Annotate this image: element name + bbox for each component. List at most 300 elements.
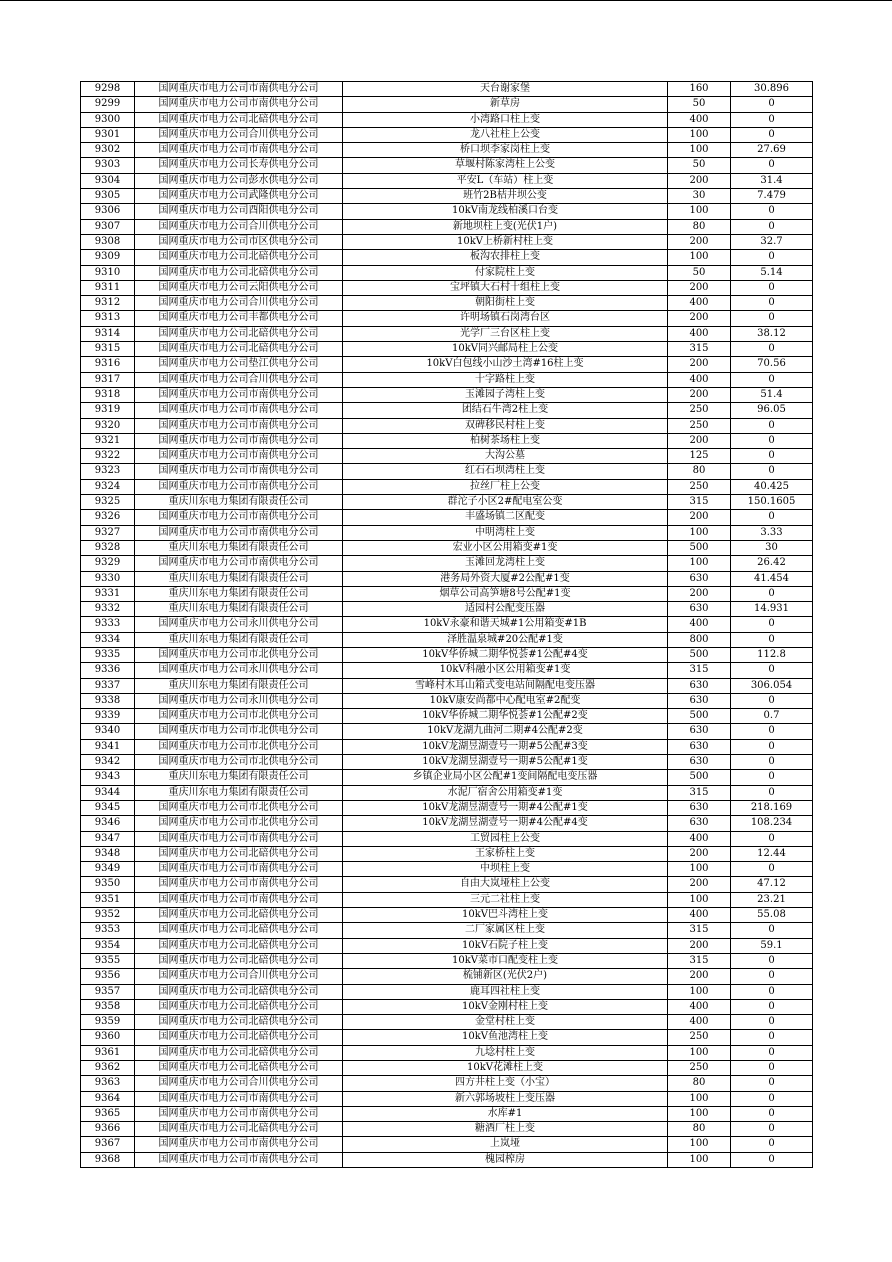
station-name-cell: 泽胜温泉城#20公配#1变 xyxy=(343,632,668,647)
table-row xyxy=(81,234,813,249)
company-cell: 重庆川东电力集团有限责任公司 xyxy=(135,571,343,586)
table-row xyxy=(81,1045,813,1060)
value-cell: 0 xyxy=(731,158,813,173)
company-cell: 国网重庆市电力公司永川供电分公司 xyxy=(135,663,343,678)
row-index-cell: 9302 xyxy=(81,143,135,158)
capacity-cell: 630 xyxy=(668,739,731,754)
capacity-cell: 400 xyxy=(668,831,731,846)
company-cell: 国网重庆市电力公司市南供电分公司 xyxy=(135,479,343,494)
table-row xyxy=(81,892,813,907)
value-cell: 0 xyxy=(731,418,813,433)
value-cell: 112.8 xyxy=(731,647,813,662)
capacity-cell: 200 xyxy=(668,510,731,525)
row-index-cell: 9314 xyxy=(81,326,135,341)
capacity-cell: 250 xyxy=(668,1030,731,1045)
company-cell: 国网重庆市电力公司市南供电分公司 xyxy=(135,877,343,892)
station-name-cell: 班竹2B桔井坝公变 xyxy=(343,189,668,204)
value-cell: 12.44 xyxy=(731,846,813,861)
station-name-cell: 柏树茶场柱上变 xyxy=(343,433,668,448)
table-row xyxy=(81,525,813,540)
company-cell: 国网重庆市电力公司永川供电分公司 xyxy=(135,617,343,632)
value-cell: 7.479 xyxy=(731,189,813,204)
value-cell: 47.12 xyxy=(731,877,813,892)
value-cell: 0 xyxy=(731,342,813,357)
value-cell: 41.454 xyxy=(731,571,813,586)
station-name-cell: 10kV永豪和谐天城#1公用箱变#1B xyxy=(343,617,668,632)
table-row xyxy=(81,800,813,815)
value-cell: 40.425 xyxy=(731,479,813,494)
company-cell: 国网重庆市电力公司合川供电分公司 xyxy=(135,296,343,311)
station-name-cell: 宏业小区公用箱变#1变 xyxy=(343,540,668,555)
capacity-cell: 630 xyxy=(668,678,731,693)
row-index-cell: 9323 xyxy=(81,464,135,479)
company-cell: 国网重庆市电力公司市南供电分公司 xyxy=(135,464,343,479)
station-name-cell: 朝阳街柱上变 xyxy=(343,296,668,311)
station-name-cell: 草堰村陈家湾柱上公变 xyxy=(343,158,668,173)
row-index-cell: 9328 xyxy=(81,540,135,555)
value-cell: 0 xyxy=(731,219,813,234)
row-index-cell: 9324 xyxy=(81,479,135,494)
row-index-cell: 9322 xyxy=(81,449,135,464)
capacity-cell: 630 xyxy=(668,693,731,708)
capacity-cell: 200 xyxy=(668,586,731,601)
capacity-cell: 80 xyxy=(668,464,731,479)
table-row xyxy=(81,755,813,770)
company-cell: 国网重庆市电力公司市南供电分公司 xyxy=(135,418,343,433)
row-index-cell: 9342 xyxy=(81,755,135,770)
row-index-cell: 9333 xyxy=(81,617,135,632)
station-name-cell: 10kV龙湖九曲河二期#4公配#2变 xyxy=(343,724,668,739)
company-cell: 国网重庆市电力公司市南供电分公司 xyxy=(135,387,343,402)
capacity-cell: 200 xyxy=(668,173,731,188)
company-cell: 国网重庆市电力公司市南供电分公司 xyxy=(135,1106,343,1121)
value-cell: 0 xyxy=(731,953,813,968)
row-index-cell: 9356 xyxy=(81,969,135,984)
capacity-cell: 315 xyxy=(668,342,731,357)
value-cell: 27.69 xyxy=(731,143,813,158)
table-row xyxy=(81,510,813,525)
table-row xyxy=(81,158,813,173)
capacity-cell: 100 xyxy=(668,984,731,999)
station-name-cell: 雪峰村木耳山箱式变电站间隔配电变压器 xyxy=(343,678,668,693)
capacity-cell: 80 xyxy=(668,1122,731,1137)
company-cell: 重庆川东电力集团有限责任公司 xyxy=(135,632,343,647)
transformer-table xyxy=(80,81,813,1168)
value-cell: 0 xyxy=(731,617,813,632)
table-row xyxy=(81,1076,813,1091)
row-index-cell: 9365 xyxy=(81,1106,135,1121)
company-cell: 国网重庆市电力公司长寿供电分公司 xyxy=(135,158,343,173)
row-index-cell: 9368 xyxy=(81,1152,135,1167)
company-cell: 国网重庆市电力公司北碚供电分公司 xyxy=(135,923,343,938)
capacity-cell: 400 xyxy=(668,372,731,387)
table-row xyxy=(81,938,813,953)
capacity-cell: 630 xyxy=(668,755,731,770)
capacity-cell: 500 xyxy=(668,647,731,662)
value-cell: 0.7 xyxy=(731,709,813,724)
station-name-cell: 10kV龙湖昱湖壹号一期#5公配#1变 xyxy=(343,755,668,770)
station-name-cell: 10kV康安尚都中心配电室#2配变 xyxy=(343,693,668,708)
company-cell: 国网重庆市电力公司永川供电分公司 xyxy=(135,693,343,708)
table-row xyxy=(81,877,813,892)
row-index-cell: 9329 xyxy=(81,556,135,571)
capacity-cell: 80 xyxy=(668,1076,731,1091)
value-cell: 96.05 xyxy=(731,403,813,418)
value-cell: 0 xyxy=(731,755,813,770)
value-cell: 0 xyxy=(731,831,813,846)
capacity-cell: 200 xyxy=(668,846,731,861)
value-cell: 0 xyxy=(731,999,813,1014)
table-row xyxy=(81,112,813,127)
value-cell: 0 xyxy=(731,1152,813,1167)
table-row xyxy=(81,862,813,877)
value-cell: 0 xyxy=(731,1137,813,1152)
row-index-cell: 9332 xyxy=(81,602,135,617)
company-cell: 国网重庆市电力公司市南供电分公司 xyxy=(135,525,343,540)
table-row xyxy=(81,709,813,724)
row-index-cell: 9298 xyxy=(81,82,135,97)
page-top-rule xyxy=(0,0,892,1)
station-name-cell: 玉滩回龙湾柱上变 xyxy=(343,556,668,571)
value-cell: 0 xyxy=(731,433,813,448)
row-index-cell: 9319 xyxy=(81,403,135,418)
company-cell: 国网重庆市电力公司云阳供电分公司 xyxy=(135,280,343,295)
row-index-cell: 9349 xyxy=(81,862,135,877)
table-row xyxy=(81,449,813,464)
value-cell: 0 xyxy=(731,112,813,127)
station-name-cell: 新地坝柱上变(光伏1户) xyxy=(343,219,668,234)
station-name-cell: 10kV巴斗湾柱上变 xyxy=(343,908,668,923)
station-name-cell: 金堂村柱上变 xyxy=(343,1015,668,1030)
capacity-cell: 500 xyxy=(668,770,731,785)
row-index-cell: 9337 xyxy=(81,678,135,693)
station-name-cell: 小湾路口柱上变 xyxy=(343,112,668,127)
station-name-cell: 桥口坝李家岗柱上变 xyxy=(343,143,668,158)
company-cell: 国网重庆市电力公司市南供电分公司 xyxy=(135,1137,343,1152)
value-cell: 108.234 xyxy=(731,816,813,831)
capacity-cell: 315 xyxy=(668,495,731,510)
table-row xyxy=(81,342,813,357)
table-row xyxy=(81,479,813,494)
company-cell: 国网重庆市电力公司合川供电分公司 xyxy=(135,219,343,234)
row-index-cell: 9360 xyxy=(81,1030,135,1045)
row-index-cell: 9310 xyxy=(81,265,135,280)
value-cell: 55.08 xyxy=(731,908,813,923)
row-index-cell: 9348 xyxy=(81,846,135,861)
company-cell: 国网重庆市电力公司市南供电分公司 xyxy=(135,82,343,97)
row-index-cell: 9338 xyxy=(81,693,135,708)
capacity-cell: 200 xyxy=(668,357,731,372)
row-index-cell: 9355 xyxy=(81,953,135,968)
value-cell: 32.7 xyxy=(731,234,813,249)
station-name-cell: 10kV白包线小山沙土湾#16柱上变 xyxy=(343,357,668,372)
station-name-cell: 九埝村柱上变 xyxy=(343,1045,668,1060)
value-cell: 0 xyxy=(731,1015,813,1030)
row-index-cell: 9345 xyxy=(81,800,135,815)
row-index-cell: 9318 xyxy=(81,387,135,402)
station-name-cell: 平安L（车站）柱上变 xyxy=(343,173,668,188)
row-index-cell: 9309 xyxy=(81,250,135,265)
capacity-cell: 30 xyxy=(668,189,731,204)
company-cell: 重庆川东电力集团有限责任公司 xyxy=(135,602,343,617)
row-index-cell: 9351 xyxy=(81,892,135,907)
capacity-cell: 800 xyxy=(668,632,731,647)
capacity-cell: 100 xyxy=(668,1091,731,1106)
table-row xyxy=(81,999,813,1014)
value-cell: 0 xyxy=(731,724,813,739)
station-name-cell: 中明湾柱上变 xyxy=(343,525,668,540)
capacity-cell: 100 xyxy=(668,525,731,540)
table-row xyxy=(81,969,813,984)
company-cell: 国网重庆市电力公司市北供电分公司 xyxy=(135,724,343,739)
value-cell: 0 xyxy=(731,862,813,877)
table-row xyxy=(81,908,813,923)
capacity-cell: 200 xyxy=(668,938,731,953)
capacity-cell: 400 xyxy=(668,617,731,632)
station-name-cell: 团结石牛湾2柱上变 xyxy=(343,403,668,418)
capacity-cell: 315 xyxy=(668,785,731,800)
station-name-cell: 王家桥柱上变 xyxy=(343,846,668,861)
value-cell: 30 xyxy=(731,540,813,555)
station-name-cell: 工贸园柱上公变 xyxy=(343,831,668,846)
company-cell: 重庆川东电力集团有限责任公司 xyxy=(135,540,343,555)
station-name-cell: 龙八社柱上公变 xyxy=(343,127,668,142)
value-cell: 38.12 xyxy=(731,326,813,341)
row-index-cell: 9346 xyxy=(81,816,135,831)
row-index-cell: 9305 xyxy=(81,189,135,204)
station-name-cell: 梳铺新区(光伏2户) xyxy=(343,969,668,984)
capacity-cell: 160 xyxy=(668,82,731,97)
company-cell: 重庆川东电力集团有限责任公司 xyxy=(135,495,343,510)
value-cell: 51.4 xyxy=(731,387,813,402)
value-cell: 0 xyxy=(731,510,813,525)
row-index-cell: 9347 xyxy=(81,831,135,846)
value-cell: 0 xyxy=(731,97,813,112)
table-row xyxy=(81,1106,813,1121)
capacity-cell: 200 xyxy=(668,969,731,984)
capacity-cell: 315 xyxy=(668,953,731,968)
company-cell: 国网重庆市电力公司北碚供电分公司 xyxy=(135,1122,343,1137)
table-row xyxy=(81,770,813,785)
value-cell: 70.56 xyxy=(731,357,813,372)
value-cell: 0 xyxy=(731,770,813,785)
station-name-cell: 红石石坝湾柱上变 xyxy=(343,464,668,479)
capacity-cell: 400 xyxy=(668,326,731,341)
table-body xyxy=(81,82,813,1168)
station-name-cell: 10kV龙湖昱湖壹号一期#4公配#1变 xyxy=(343,800,668,815)
station-name-cell: 10kV石院子柱上变 xyxy=(343,938,668,953)
table-row xyxy=(81,540,813,555)
station-name-cell: 光学厂三台区柱上变 xyxy=(343,326,668,341)
value-cell: 0 xyxy=(731,1030,813,1045)
capacity-cell: 100 xyxy=(668,1137,731,1152)
table-row xyxy=(81,265,813,280)
station-name-cell: 10kV花滩柱上变 xyxy=(343,1061,668,1076)
row-index-cell: 9320 xyxy=(81,418,135,433)
value-cell: 0 xyxy=(731,632,813,647)
value-cell: 0 xyxy=(731,296,813,311)
capacity-cell: 200 xyxy=(668,234,731,249)
station-name-cell: 槐园榨房 xyxy=(343,1152,668,1167)
capacity-cell: 400 xyxy=(668,908,731,923)
capacity-cell: 100 xyxy=(668,862,731,877)
table-row xyxy=(81,693,813,708)
company-cell: 国网重庆市电力公司市南供电分公司 xyxy=(135,556,343,571)
table-row xyxy=(81,663,813,678)
table-row xyxy=(81,846,813,861)
company-cell: 国网重庆市电力公司市南供电分公司 xyxy=(135,1091,343,1106)
company-cell: 国网重庆市电力公司北碚供电分公司 xyxy=(135,938,343,953)
company-cell: 国网重庆市电力公司垫江供电分公司 xyxy=(135,357,343,372)
capacity-cell: 630 xyxy=(668,724,731,739)
row-index-cell: 9306 xyxy=(81,204,135,219)
row-index-cell: 9301 xyxy=(81,127,135,142)
value-cell: 0 xyxy=(731,586,813,601)
table-row xyxy=(81,816,813,831)
table-row xyxy=(81,678,813,693)
station-name-cell: 新草房 xyxy=(343,97,668,112)
station-name-cell: 丰盛场镇二区配变 xyxy=(343,510,668,525)
company-cell: 国网重庆市电力公司市南供电分公司 xyxy=(135,403,343,418)
table-row xyxy=(81,311,813,326)
value-cell: 0 xyxy=(731,739,813,754)
company-cell: 国网重庆市电力公司北碚供电分公司 xyxy=(135,342,343,357)
table-row xyxy=(81,1091,813,1106)
row-index-cell: 9334 xyxy=(81,632,135,647)
row-index-cell: 9315 xyxy=(81,342,135,357)
row-index-cell: 9352 xyxy=(81,908,135,923)
table-row xyxy=(81,326,813,341)
value-cell: 26.42 xyxy=(731,556,813,571)
station-name-cell: 10kV科融小区公用箱变#1变 xyxy=(343,663,668,678)
company-cell: 国网重庆市电力公司彭水供电分公司 xyxy=(135,173,343,188)
row-index-cell: 9317 xyxy=(81,372,135,387)
row-index-cell: 9358 xyxy=(81,999,135,1014)
row-index-cell: 9312 xyxy=(81,296,135,311)
station-name-cell: 上岚垭 xyxy=(343,1137,668,1152)
value-cell: 31.4 xyxy=(731,173,813,188)
capacity-cell: 50 xyxy=(668,265,731,280)
station-name-cell: 自由大岚垭柱上公变 xyxy=(343,877,668,892)
table-row xyxy=(81,984,813,999)
table-row xyxy=(81,647,813,662)
value-cell: 0 xyxy=(731,984,813,999)
company-cell: 国网重庆市电力公司市南供电分公司 xyxy=(135,97,343,112)
capacity-cell: 400 xyxy=(668,1015,731,1030)
station-name-cell: 10kV龙湖昱湖壹号一期#5公配#3变 xyxy=(343,739,668,754)
company-cell: 国网重庆市电力公司市北供电分公司 xyxy=(135,739,343,754)
capacity-cell: 200 xyxy=(668,311,731,326)
station-name-cell: 天台谢家堡 xyxy=(343,82,668,97)
table-row xyxy=(81,953,813,968)
capacity-cell: 315 xyxy=(668,663,731,678)
table-row xyxy=(81,739,813,754)
company-cell: 国网重庆市电力公司市北供电分公司 xyxy=(135,800,343,815)
row-index-cell: 9364 xyxy=(81,1091,135,1106)
value-cell: 0 xyxy=(731,449,813,464)
company-cell: 国网重庆市电力公司市北供电分公司 xyxy=(135,709,343,724)
table-row xyxy=(81,372,813,387)
capacity-cell: 250 xyxy=(668,1061,731,1076)
value-cell: 150.1605 xyxy=(731,495,813,510)
capacity-cell: 100 xyxy=(668,143,731,158)
row-index-cell: 9350 xyxy=(81,877,135,892)
row-index-cell: 9340 xyxy=(81,724,135,739)
station-name-cell: 大沟公墓 xyxy=(343,449,668,464)
capacity-cell: 100 xyxy=(668,1106,731,1121)
station-name-cell: 四方井柱上变（小宝） xyxy=(343,1076,668,1091)
row-index-cell: 9316 xyxy=(81,357,135,372)
table-row xyxy=(81,97,813,112)
company-cell: 国网重庆市电力公司合川供电分公司 xyxy=(135,127,343,142)
capacity-cell: 400 xyxy=(668,296,731,311)
company-cell: 国网重庆市电力公司市南供电分公司 xyxy=(135,831,343,846)
station-name-cell: 烟草公司高笋塘8号公配#1变 xyxy=(343,586,668,601)
station-name-cell: 中坝柱上变 xyxy=(343,862,668,877)
capacity-cell: 200 xyxy=(668,433,731,448)
row-index-cell: 9331 xyxy=(81,586,135,601)
value-cell: 0 xyxy=(731,280,813,295)
table-row xyxy=(81,464,813,479)
capacity-cell: 100 xyxy=(668,1152,731,1167)
capacity-cell: 50 xyxy=(668,97,731,112)
company-cell: 国网重庆市电力公司市区供电分公司 xyxy=(135,234,343,249)
value-cell: 0 xyxy=(731,464,813,479)
table-row xyxy=(81,143,813,158)
station-name-cell: 乡镇企业局小区公配#1变间隔配电变压器 xyxy=(343,770,668,785)
company-cell: 国网重庆市电力公司北碚供电分公司 xyxy=(135,953,343,968)
table-row xyxy=(81,495,813,510)
station-name-cell: 十字路柱上变 xyxy=(343,372,668,387)
company-cell: 国网重庆市电力公司丰都供电分公司 xyxy=(135,311,343,326)
row-index-cell: 9367 xyxy=(81,1137,135,1152)
station-name-cell: 付家院柱上变 xyxy=(343,265,668,280)
station-name-cell: 糖酒厂柱上变 xyxy=(343,1122,668,1137)
capacity-cell: 630 xyxy=(668,571,731,586)
row-index-cell: 9321 xyxy=(81,433,135,448)
row-index-cell: 9299 xyxy=(81,97,135,112)
row-index-cell: 9311 xyxy=(81,280,135,295)
company-cell: 国网重庆市电力公司市南供电分公司 xyxy=(135,433,343,448)
row-index-cell: 9330 xyxy=(81,571,135,586)
row-index-cell: 9300 xyxy=(81,112,135,127)
row-index-cell: 9326 xyxy=(81,510,135,525)
table-row xyxy=(81,556,813,571)
table-row xyxy=(81,280,813,295)
table-row xyxy=(81,1030,813,1045)
capacity-cell: 100 xyxy=(668,1045,731,1060)
table-row xyxy=(81,1137,813,1152)
company-cell: 国网重庆市电力公司市南供电分公司 xyxy=(135,892,343,907)
station-name-cell: 许明场镇石岗湾台区 xyxy=(343,311,668,326)
capacity-cell: 630 xyxy=(668,816,731,831)
station-name-cell: 鹿耳四社柱上变 xyxy=(343,984,668,999)
company-cell: 国网重庆市电力公司北碚供电分公司 xyxy=(135,112,343,127)
value-cell: 0 xyxy=(731,204,813,219)
row-index-cell: 9303 xyxy=(81,158,135,173)
table-row xyxy=(81,403,813,418)
station-name-cell: 10kV华侨城二期华悦荟#1公配#2变 xyxy=(343,709,668,724)
row-index-cell: 9325 xyxy=(81,495,135,510)
table-row xyxy=(81,602,813,617)
table-row xyxy=(81,357,813,372)
station-name-cell: 二厂家属区柱上变 xyxy=(343,923,668,938)
table-row xyxy=(81,923,813,938)
table-row xyxy=(81,250,813,265)
value-cell: 0 xyxy=(731,1061,813,1076)
table-row xyxy=(81,724,813,739)
company-cell: 国网重庆市电力公司北碚供电分公司 xyxy=(135,984,343,999)
